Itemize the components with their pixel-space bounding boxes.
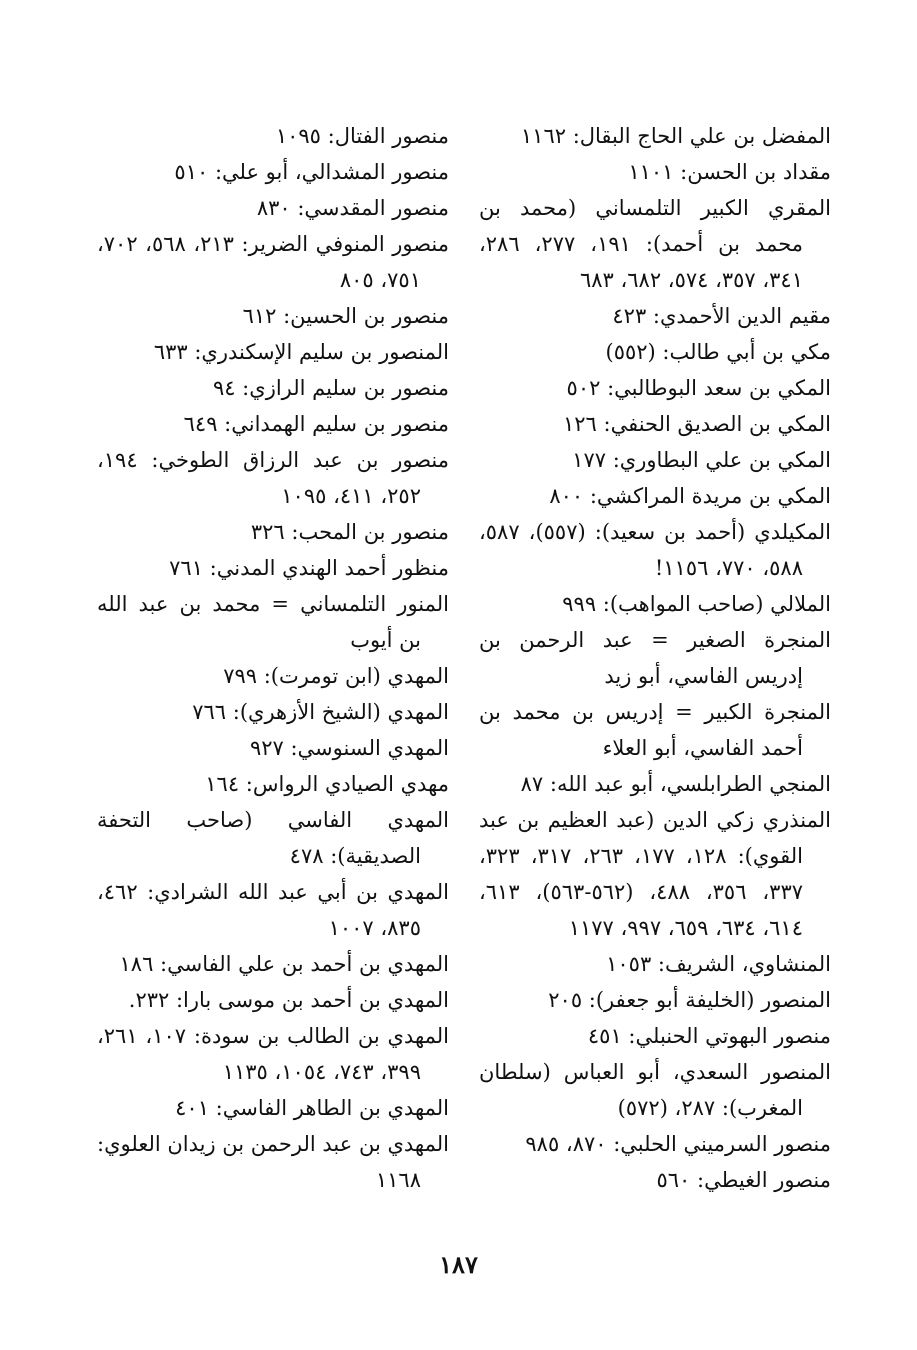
index-entry: منصور المقدسي: ٨٣٠ — [256, 196, 449, 220]
index-entry: المهدي بن أبي عبد الله الشرادي: ٤٦٢، ٨٣٥، ١٠٠٧ — [97, 880, 449, 940]
index-entry: منصور البهوتي الحنبلي: ٤٥١ — [587, 1024, 831, 1048]
index-entry: المهدي بن عبد الرحمن بن زيدان العلوي: ١١٦٨ — [97, 1132, 449, 1192]
index-entry: المهدي (الشيخ الأزهري): ٧٦٦ — [192, 700, 449, 724]
index-entry: المكيلدي (أحمد بن سعيد): (٥٥٧)، ٥٨٧، ٥٨٨، ٧٧٠، ١١٥٦! — [479, 520, 831, 580]
index-entry: المهدي (ابن تومرت): ٧٩٩ — [223, 664, 449, 688]
index-entry: منصور الغيطي: ٥٦٠ — [656, 1168, 831, 1192]
index-entry: منصور بن الحسين: ٦١٢ — [242, 304, 449, 328]
index-entry: المهدي بن أحمد بن موسى بارا: ٢٣٢. — [128, 988, 449, 1012]
index-entry: المكي بن سعد البوطالبي: ٥٠٢ — [566, 376, 831, 400]
index-entry: الملالي (صاحب المواهب): ٩٩٩ — [562, 592, 831, 616]
index-entry: مهدي الصيادي الرواس: ١٦٤ — [205, 772, 449, 796]
index-entry: المقري الكبير التلمساني (محمد بن محمد بن أحمد): ١٩١، ٢٧٧، ٢٨٦، ٣٤١، ٣٥٧، ٥٧٤، ٦٨٢، ٦٨٣ — [479, 196, 831, 292]
index-entry: منصور بن عبد الرزاق الطوخي: ١٩٤، ٢٥٢، ٤١١، ١٠٩٥ — [97, 448, 449, 508]
index-entry: المنجرة الكبير = إدريس بن محمد بن أحمد الفاسي، أبو العلاء — [479, 700, 831, 760]
index-entry: منصور بن سليم الرازي: ٩٤ — [212, 376, 449, 400]
index-entry: المهدي بن الطالب بن سودة: ١٠٧، ٢٦١، ٣٩٩، ٧٤٣، ١٠٥٤، ١١٣٥ — [97, 1024, 450, 1084]
index-entry: المنور التلمساني = محمد بن عبد الله بن أيوب — [97, 592, 449, 652]
index-entry: المكي بن مريدة المراكشي: ٨٠٠ — [549, 484, 831, 508]
index-entry: المفضل بن علي الحاج البقال: ١١٦٢ — [520, 124, 831, 148]
index-entry: المنصور السعدي، أبو العباس (سلطان المغرب): ٢٨٧، (٥٧٢) — [479, 1060, 831, 1120]
index-entry: مقيم الدين الأحمدي: ٤٢٣ — [612, 304, 831, 328]
index-column-left — [97, 118, 449, 1198]
index-entry: المكي بن علي البطاوري: ١٧٧ — [572, 448, 831, 472]
index-entry: منصور المشدالي، أبو علي: ٥١٠ — [174, 160, 449, 184]
index-entry: منصور بن سليم الهمداني: ٦٤٩ — [183, 412, 449, 436]
index-entry: المهدي بن أحمد بن علي الفاسي: ١٨٦ — [119, 952, 449, 976]
index-entry: المنصور (الخليفة أبو جعفر): ٢٠٥ — [548, 988, 831, 1012]
index-entry: منصور السرميني الحلبي: ٨٧٠، ٩٨٥ — [525, 1132, 831, 1156]
index-entry: المنجرة الصغير = عبد الرحمن بن إدريس الفاسي، أبو زيد — [479, 628, 831, 688]
index-entry: المهدي بن الطاهر الفاسي: ٤٠١ — [175, 1096, 449, 1120]
index-entry: المهدي الفاسي (صاحب التحفة الصديقية): ٤٧٨ — [97, 808, 449, 868]
index-entry: المنشاوي، الشريف: ١٠٥٣ — [606, 952, 831, 976]
index-entry: المكي بن الصديق الحنفي: ١٢٦ — [562, 412, 831, 436]
index-entry: منظور أحمد الهندي المدني: ٧٦١ — [169, 556, 449, 580]
index-entry: المنجي الطرابلسي، أبو عبد الله: ٨٧ — [520, 772, 831, 796]
index-entry: المنصور بن سليم الإسكندري: ٦٣٣ — [153, 340, 449, 364]
index-entry: مكي بن أبي طالب: (٥٥٢) — [605, 340, 831, 364]
index-entry: المهدي السنوسي: ٩٢٧ — [249, 736, 449, 760]
index-column-right — [479, 118, 831, 1198]
page-number: ١٨٧ — [439, 1250, 478, 1279]
index-entry: منصور الفتال: ١٠٩٥ — [275, 124, 449, 148]
index-entry: منصور بن المحب: ٣٢٦ — [250, 520, 449, 544]
index-entry: مقداد بن الحسن: ١١٠١ — [628, 160, 831, 184]
index-entry: منصور المنوفي الضرير: ٢١٣، ٥٦٨، ٧٠٢، ٧٥١، ٨٠٥ — [97, 232, 450, 292]
index-entry: المنذري زكي الدين (عبد العظيم بن عبد القوي): ١٢٨، ١٧٧، ٢٦٣، ٣١٧، ٣٢٣، ٣٣٧، ٣٥٦، ٤٨٨، (٥٦٢-٥٦٣)، ٦١٣، ٦١٤، ٦٣٤، ٦٥٩، ٩٩٧، ١١٧٧ — [479, 808, 831, 940]
